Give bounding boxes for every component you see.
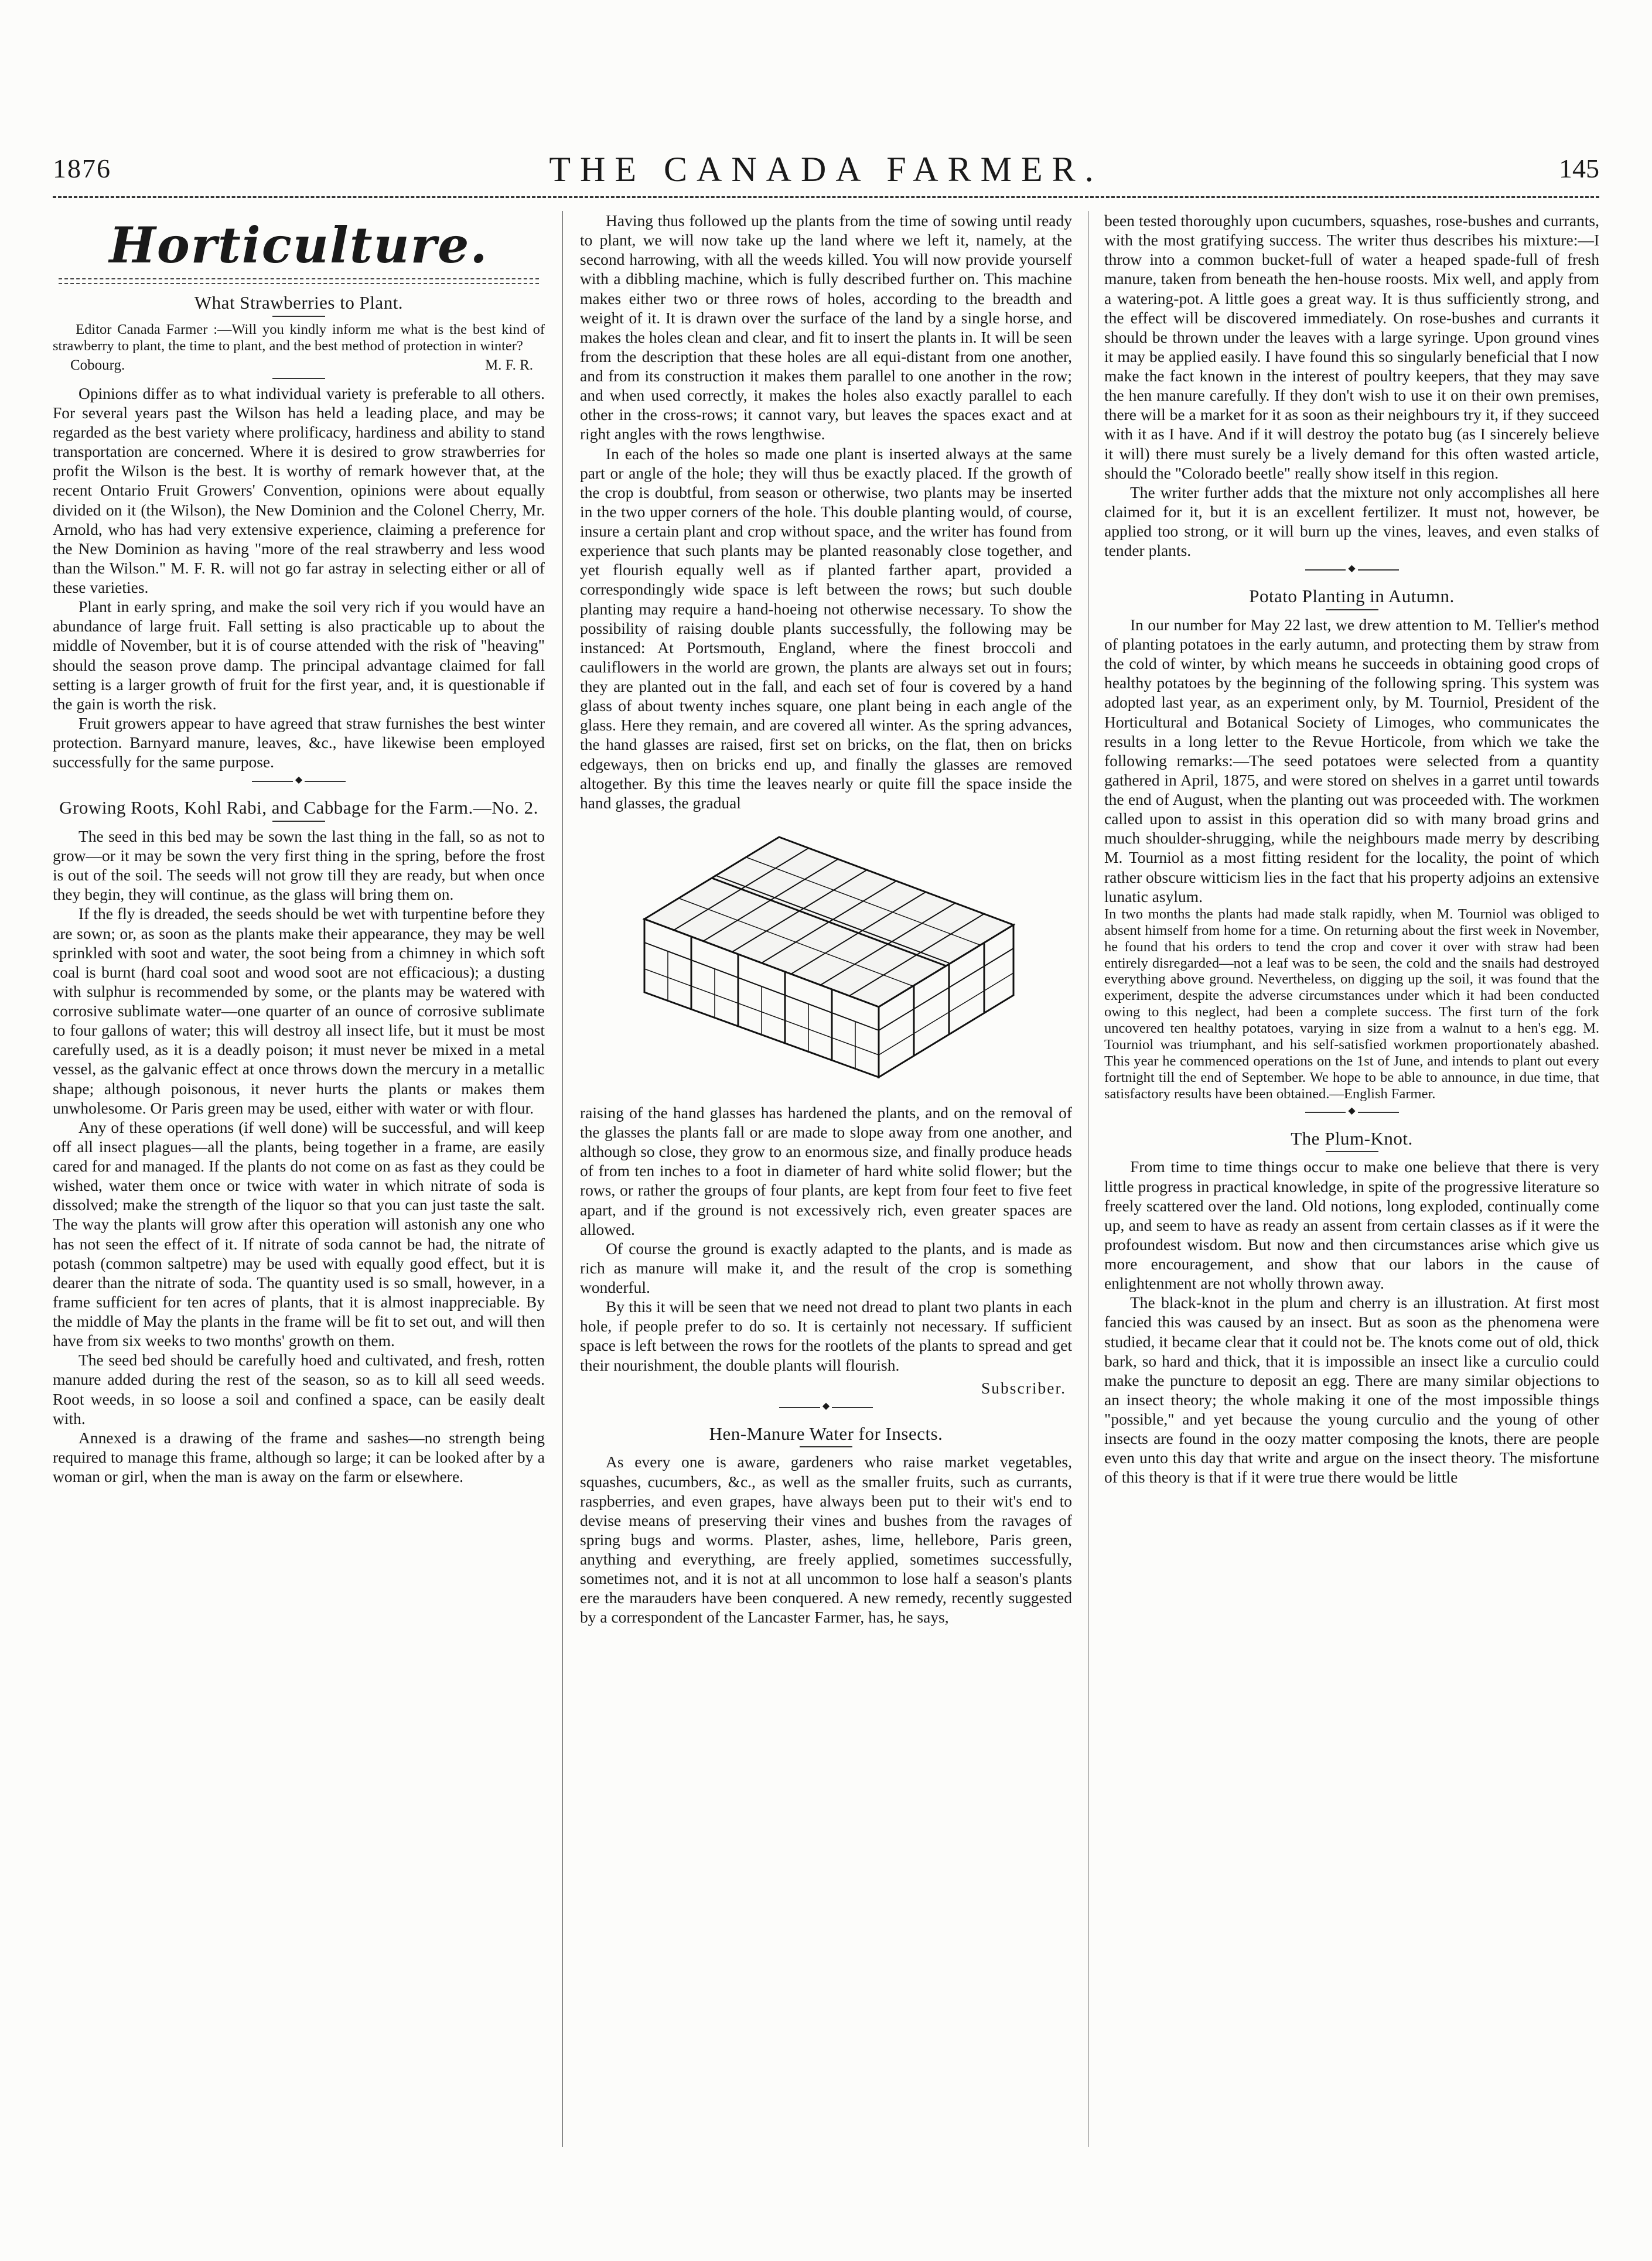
section-divider: ◆ [252, 781, 346, 788]
paragraph: The seed bed should be carefully hoed and cultivated, and fresh, rotten manure added during the rest of the season, so as to kill all seed weeds. Root weeds, in so loose a soil and confined a space, can be easily dealt with. [53, 1351, 545, 1427]
letter-signature [53, 357, 545, 374]
issue-year: 1876 [53, 153, 111, 183]
paragraph: raising of the hand glasses has hardened the plants, and on the removal of the glasses the plants fall or are made to slope away from one another, and although so close, they grow to an enormous size, and finally produce heads of from ten inches to a foot in diameter of hard white solid flower; but the rows, or rather the groups of four plants, are kept from four feet to five feet apart, and if the ground is not excessively rich, even greater spaces are allowed. [580, 1103, 1072, 1238]
paragraph: In two months the plants had made stalk rapidly, when M. Tourniol was obliged to absent himself from home for a time. On returning about the first week in November, he found that his orders to tend the crop and cover it over with straw had been entirely disregarded—not a leaf was to be seen, the cold and the snails had destroyed everything above ground. Nevertheless, on digging up the soil, it was found that the experiment, despite the adverse circumstances under which it had been conducted owing to this neglect, had been a complete success. The first turn of the fork uncovered ten healthy potatoes, varying in size from a walnut to a hen's egg. M. Tourniol was triumphant, and his self-satisfied workmen proportionately abashed. This year he commenced operations on the 1st of June, and intends to plant out every fortnight till the end of September. We hope to be able to announce, in due time, that satisfactory results have been obtained.—English Farmer. [1104, 906, 1599, 1102]
article-title: What Strawberries to Plant. [194, 292, 404, 313]
reader-letter: Editor Canada Farmer :—Will you kindly inform me what is the best kind of strawberry to plant, the time to plant, and the best method of protection in winter? [53, 321, 545, 354]
paragraph: Opinions differ as to what individual variety is preferable to all others. For several years past the Wilson has held a leading place, and may be regarded as the best variety where prolificacy, hardiness and ability to stand transportation are concerned. Where it is desired to grow strawberries for profit the Wilson is the best. It is worthy of remark however that, at the recent Ontario Fruit Growers' Convention, opinions were about equally divided on it (the Wilson), the New Dominion and the Colonel Cherry, Mr. Arnold, who has had very extensive experience, claiming a preference for the New Dominion as having "more of the real strawberry and less wood than the Wilson." M. F. R. will not go far astray in selecting either or all of these varieties. [53, 384, 545, 597]
paragraph: The black-knot in the plum and cherry is an illustration. At first most fancied this was caused by an insect. But as soon as the phenomena were studied, it became clear that it could not be. The knots come out of old, thick bark, so hard and thick, that it is impossible an insect like a curculio could make the puncture to deposit an egg. There are many similar objections to an insect theory; the whole making it one of the most impossible things "possible," and yet because the young curculio and the young of other insects are found in the oozy matter composing the knots, there are people even unto this day that write and argue on the insect theory. The misfortune of this theory is that if it were true there would be little [1104, 1293, 1599, 1487]
page-number: 145 [1559, 153, 1599, 183]
paragraph: If the fly is dreaded, the seeds should be wet with turpentine before they are sown; or, as soon as the plants make their appearance, they may be well sprinkled with soot and water, the soot being from a chimney in which soft coal is burnt (hard coal soot and wood soot are not efficacious); a dusting with sulphur is recommended by some, or the plants may be watered with corrosive sublimate water—one quarter of an ounce of corrosive sublimate to four gallons of water; this will destroy all insect life, but it must be most carefully used, as it is a deadly poison; it must never be mixed in a metal vessel, as the galvanic effect at once throws down the mercury in a metallic shape; although poisonous, it never hurts the plants or makes them unwholesome. Or Paris green may be used, either with water or with flour. [53, 904, 545, 1117]
masthead: THE CANADA FARMER. [549, 150, 1103, 189]
title-rule [272, 316, 325, 317]
header-rule [53, 196, 1599, 198]
title-rule [1326, 1151, 1378, 1152]
paragraph: The writer further adds that the mixture not only accomplishes all here claimed for it, but it is an excellent fertilizer. It must not, however, be applied too strong, or it will burn up the vines, leaves, and even stalks of tender plants. [1104, 483, 1599, 560]
column-2 [580, 211, 1072, 2147]
paragraph: In our number for May 22 last, we drew attention to M. Tellier's method of planting potatoes in the early autumn, and protecting them by straw from the cold of winter, by which means he succeeds in obtaining good crops of healthy potatoes by the beginning of the following spring. This system was adopted last year, as an experiment only, by M. Tourniol, President of the Horticultural and Botanical Society of Limoges, who communicates the results in a long letter to the Revue Horticole, from which we take the following remarks:—The seed potatoes were selected from a quantity gathered in April, 1875, and were stored on shelves in a garret until towards the end of August, when the planting out was proceeded with. The workmen called upon to assist in this operation did so with many broad grins and much shoulder-shrugging, while the neighbours made merry by describing M. Tourniol as a most fitting resident for the locality, the point of which rather obscure witticism lies in the fact that his property adjoins an extensive lunatic asylum. [1104, 615, 1599, 906]
page-header [53, 149, 1599, 190]
column-divider [562, 211, 563, 2147]
column-1 [53, 211, 545, 2147]
frame-illustration [580, 825, 1072, 1095]
paragraph: Any of these operations (if well done) will be successful, and will keep off all insect plagues—all the plants, being together in a frame, are easily cared for and managed. If the plants do not come on as fast as they could be wished, water them once or twice with water in which nitrate of soda is dissolved; make the strength of the liquor so that you can just taste the salt. The way the plants will grow after this operation will astonish any one who has not seen the effect of it. If nitrate of soda cannot be had, the nitrate of potash (common saltpetre) may be used with equally good effect, but it is dearer than the nitrate of soda. The quantity used is so small, however, in a frame sufficient for ten acres of plants, that it is almost inappreciable. By the middle of May the plants in the frame will be fit to set out, and will then have from six weeks to two months' growth on them. [53, 1118, 545, 1350]
paragraph: As every one is aware, gardeners who raise market vegetables, squashes, cucumbers, &c., as well as the smaller fruits, such as currants, raspberries, and even grapes, have always been put to their wit's end to devise means of preserving their vines and bushes from the ravages of spring bugs and worms. Plaster, ashes, lime, hellebore, Paris green, anything and everything, are freely applied, sometimes successfully, sometimes not, and it is not at all uncommon to lose half a season's plants ere the marauders have been conquered. A new remedy, recently suggested by a correspondent of the Lancaster Farmer, has, he says, [580, 1453, 1072, 1627]
signature-name: M. F. R. [484, 357, 533, 373]
section-divider: ◆ [779, 1407, 873, 1414]
cold-frame-drawing [633, 825, 1019, 1095]
article-title: Potato Planting in Autumn. [1249, 586, 1455, 607]
paragraph: Annexed is a drawing of the frame and sashes—no strength being required to manage this frame, although so large; it can be looked after by a woman or girl, when the man is away on the farm or elsewhere. [53, 1428, 545, 1486]
title-rule [800, 1446, 852, 1447]
paragraph: Having thus followed up the plants from the time of sowing until ready to plant, we will now take up the land where we left it, namely, at the second harrowing, with all the weeds killed. You will now provide yourself with a dibbling machine, which is fully described further on. This machine makes either two or three rows of holes, according to the breadth and weight of it. It is drawn over the surface of the land by a single horse, and makes the holes clean and clear, and fit to insert the plants in. It will be seen from the description that these holes are all equi-distant from one another, and from its construction it makes them parallel to one another in the row; and when used correctly, it makes the holes also exactly parallel to each other in the cross-rows; it cannot vary, but leaves the spaces exact and at right angles with the rows lengthwise. [580, 211, 1072, 443]
article-title: Growing Roots, Kohl Rabi, and Cabbage for the Farm.—No. 2. [59, 797, 538, 818]
signature-place: Cobourg. [70, 357, 125, 373]
article-signature: Subscriber. [981, 1378, 1066, 1397]
heading-rule [59, 278, 539, 284]
paragraph: Of course the ground is exactly adapted to the plants, and is made as rich as manure will make it, and the result of the crop is something wonderful. [580, 1239, 1072, 1296]
paragraph: In each of the holes so made one plant is inserted always at the same part or angle of the hole; they will thus be exactly placed. If the growth of the crop is doubtful, from season or otherwise, two plants may be inserted in the two upper corners of the hole. This double planting would, of course, insure a certain plant and crop without space, and the writer has found from experience that such plants may be planted reasonably close together, and yet flourish equally well as if planted farther apart, provided a correspondingly wide space is left between the rows; but such double planting may require a hand-hoeing not otherwise necessary. To show the possibility of raising double plants successfully, the following may be instanced: At Portsmouth, England, where the finest broccoli and cauliflowers in the world are grown, the plants are always set out in fours; they are planted out in the fall, and each set of four is covered by a hand glass of about twenty inches square, one plant being in each angle of the glass. Here they remain, and are covered all winter. As the spring advances, the hand glasses are raised, first set on bricks, on the flat, then on bricks edgeways, then on bricks end up, and finally the glasses are removed altogether. By this time the leaves nearly or quite fill the space inside the hand glasses, the gradual [580, 444, 1072, 812]
section-divider: ◆ [1305, 569, 1399, 576]
article-title: Hen-Manure Water for Insects. [709, 1423, 943, 1444]
rule [272, 378, 325, 379]
paragraph: Plant in early spring, and make the soil very rich if you would have an abundance of large fruit. Fall setting is also practicable up to about the middle of November, but it is of course attended with the risk of "heaving" should the season prove damp. The principal advantage claimed for fall setting is a larger growth of fruit for the first year, and, it is questionable if the gain is worth the risk. [53, 597, 545, 713]
article-title: The Plum-Knot. [1291, 1128, 1413, 1149]
section-divider: ◆ [1305, 1112, 1399, 1119]
paragraph: The seed in this bed may be sown the last thing in the fall, so as not to grow—or it may be sown the very first thing in the spring, before the frost is out of the soil. The seeds will not grow till they are ready, but when once they begin, they will continue, as the glass will bring them on. [53, 826, 545, 904]
paragraph: By this it will be seen that we need not dread to plant two plants in each hole, if people prefer to do so. It is certainly not necessary. If sufficient space is left between the rows for the rootlets of the plants to spread and get their nourishment, the double plants will flourish. [580, 1297, 1072, 1374]
paragraph: Fruit growers appear to have agreed that straw furnishes the best winter protection. Barnyard manure, leaves, &c., have likewise been employed successfully for the same purpose. [53, 713, 545, 771]
paragraph: From time to time things occur to make one believe that there is very little progress in practical knowledge, in spite of the progressive literature so freely scattered over the land. Old notions, long exploded, continually come up, and seem to have as ready an assent from certain classes as if it were the profoundest wisdom. But now and then circumstances arise which give us more encouragement, and show that our labors in the cause of enlightenment are not wholly thrown away. [1104, 1157, 1599, 1293]
department-heading: Horticulture. [109, 216, 489, 274]
column-3 [1104, 211, 1599, 2147]
title-rule [272, 821, 325, 822]
title-rule [1326, 609, 1378, 610]
paragraph: been tested thoroughly upon cucumbers, squashes, rose-bushes and currants, with the most gratifying success. The writer thus describes his mixture:—I throw into a common bucket-full of water a heaped spade-full of fresh manure, taken from beneath the hen-house roosts. Mix well, and apply from a watering-pot. A little goes a great way. It is thus sufficiently strong, and the effect will be discovered immediately. On rose-bushes and currants it should be thrown under the leaves with a large syringe. Upon ground vines it may be applied easily. I have found this so singularly beneficial that I now make the fact known in the interest of poultry keepers, that they may save the hen manure carefully. If they don't wish to use it on their own premises, there will be a market for it as soon as their neighbours try it, if they succeed with it as I have. And if it will destroy the potato bug (as I sincerely believe it will) there must surely be a lively demand for this often wasted article, should the "Colorado beetle" really show itself in this region. [1104, 211, 1599, 482]
